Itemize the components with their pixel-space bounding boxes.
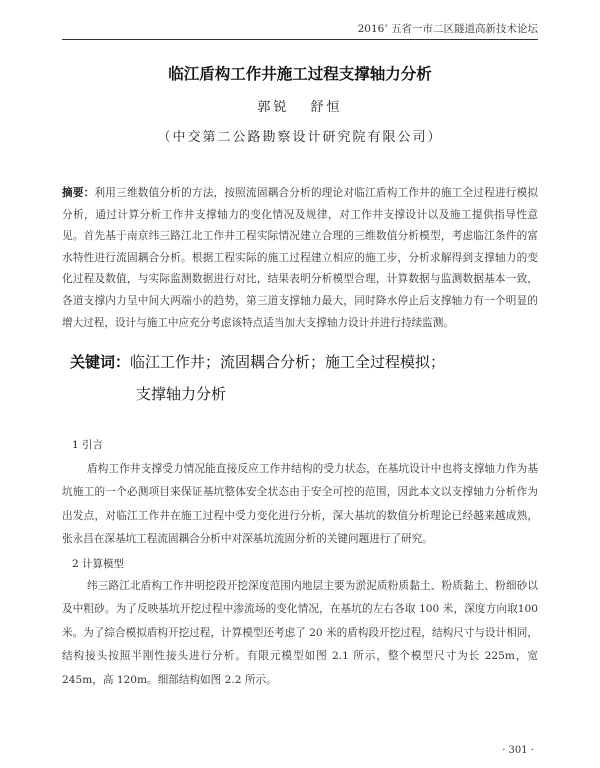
abstract [62, 183, 538, 334]
keywords-line-1: 临江工作井；流固耦合分析；施工全过程模拟； [130, 353, 446, 371]
keywords [70, 346, 540, 410]
section-1-heading: 1 引言 [72, 439, 104, 451]
section-2-heading: 2 计算模型 [72, 558, 125, 570]
page-number: · 301 · [502, 745, 534, 756]
affiliation: （中交第二公路勘察设计研究院有限公司） [157, 130, 443, 145]
section-1-paragraph: 盾构工作井支撑受力情况能直接反应工作井结构的受力状态，在基坑设计中也将支撑轴力作为基坑施工的一个必测项目来保证基坑整体安全状态由于安全可控的范围，因此本文以支撑轴力分析作为出发点，对临江工作井在施工过程中受力变化进行分析，深大基坑的数值分析理论已经越来越成熟，张永昌在深基坑工程流固耦合分析中对深基坑流固分析的关键问题进行了研究。 [62, 463, 538, 546]
abstract-label: 摘要： [62, 187, 95, 199]
authors: 郭锐 舒恒 [257, 100, 343, 115]
keywords-label: 关键词： [70, 353, 131, 371]
running-header: 2016’ 五省一市二区隧道高新技术论坛 [357, 23, 538, 35]
keywords-line-2: 支撑轴力分析 [136, 385, 227, 403]
paper-title: 临江盾构工作井施工过程支撑轴力分析 [168, 65, 432, 83]
header-rule [62, 39, 538, 40]
abstract-text: 利用三维数值分析的方法，按照流固耦合分析的理论对临江盾构工作井的施工全过程进行模拟分析，通过计算分析工作井支撑轴力的变化情况及规律，对工作井支撑设计以及施工提供指导性意见。首先基于南京纬三路江北工作井工程实际情况建立合理的三维数值分析模型，考虑临江条件的富水特性进行流固耦合分析。根据工程实际的施工过程建立相应的施工步，分析求解得到支撑轴力的变化过程及数值，与实际监测数据进行对比，结果表明分析模型合理，计算数据与监测数据基本一致，各道支撑内力呈中间大两端小的趋势，第三道支撑轴力最大，同时降水停止后支撑轴力有一个明显的增大过程，设计与施工中应充分考虑该特点适当加大支撑轴力设计并进行持续监测。 [62, 187, 539, 329]
section-2-paragraph: 纬三路江北盾构工作井明挖段开挖深度范围内地层主要为淤泥质粉质黏土、粉质黏土、粉细砂以及中粗砂。为了反映基坑开挖过程中渗流场的变化情况，在基坑的左右各取 100 米，深度方向取100 米。为了综合模拟盾构开挖过程，计算模型还考虑了 20 米的盾构段开挖过程，结构尺寸与设计相同，结构接头按照半刚性接头进行分析。有限元模型如图 2.1 所示，整个模型尺寸为长 225m，宽245m，高 120m。细部结构如图 2.2 所示。 [62, 580, 538, 686]
